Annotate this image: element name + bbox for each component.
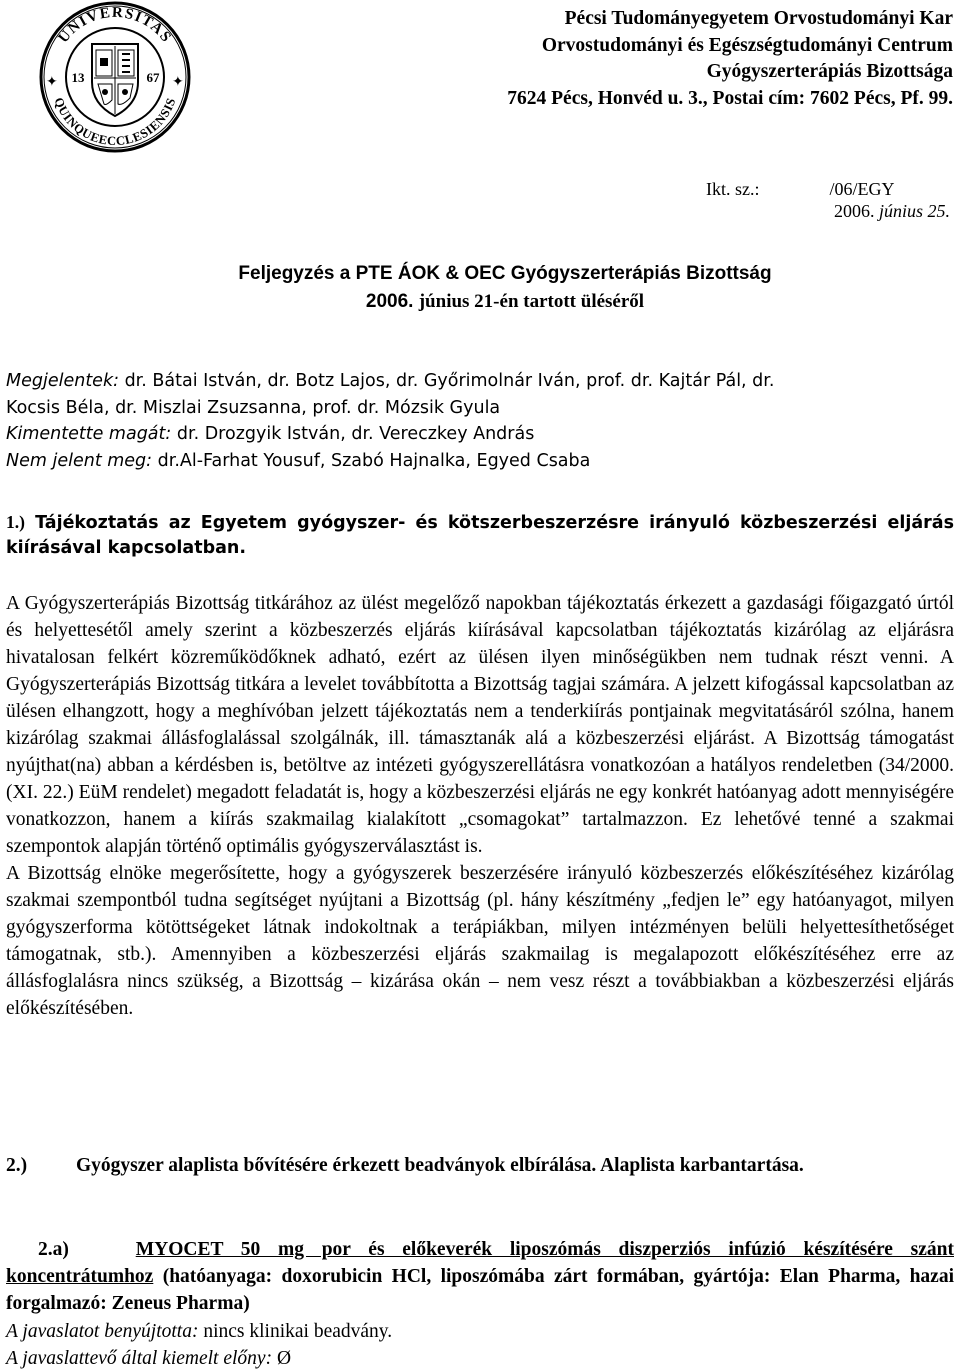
title-line-1: Feljegyzés a PTE ÁOK & OEC Gyógyszerterápiás Bizottság (238, 263, 772, 284)
excused-names: dr. Drozgyik István, dr. Vereczkey András (176, 424, 535, 444)
letterhead (507, 6, 953, 112)
date-rest: június 25. (878, 201, 950, 221)
section-1-body (6, 590, 954, 1022)
date-year: 2006. (833, 201, 875, 221)
section-1-number: 1.) (6, 512, 25, 532)
section-2-title: Gyógyszer alaplista bővítésére érkezett beadványok elbírálása. Alaplista karbantartása. (76, 1155, 804, 1176)
absent-label: Nem jelent meg: (6, 450, 153, 471)
seal-ring-bottom: QUINQUEECCLESIENSIS (51, 95, 179, 149)
reference-number (706, 178, 895, 200)
present-names: dr. Bátai István, dr. Botz Lajos, dr. Győrimolnár Iván, prof. dr. Kajtár Pál, dr. (124, 371, 775, 391)
section-2a-heading (6, 1236, 954, 1317)
section-1-title: Tájékoztatás az Egyetem gyógyszer- és kötszerbeszerzésre irányuló közbeszerzési eljárás kiírásával kapcsolatban. (6, 513, 955, 558)
section-2a-fields (6, 1318, 954, 1372)
document-title (0, 260, 960, 316)
university-seal-logo (38, 0, 192, 154)
header-address: 7624 Pécs, Honvéd u. 3., Postai cím: 7602 Pécs, Pf. 99. (507, 87, 953, 109)
section-1-heading (6, 510, 954, 561)
excused-label: Kimentette magát: (6, 424, 172, 444)
svg-text:✦: ✦ (172, 74, 184, 90)
document-date (834, 200, 950, 222)
seal-ring-top: UNIVERSITAS (55, 4, 175, 47)
reference-label: Ikt. sz.: (706, 179, 760, 199)
submitted-label: A javaslatot benyújtotta: (6, 1321, 199, 1342)
present-label: Megjelentek: (6, 371, 119, 391)
section-2a-product: MYOCET 50 mg por és előkeverék liposzómás diszperziós infúzió készítésére szánt koncentrátumhoz (6, 1239, 954, 1287)
reference-value: /06/EGY (829, 179, 895, 199)
section-2a-details: (hatóanyaga: doxorubicin HCl, liposzómába zárt formában, gyártója: Elan Pharma, hazai forgalmazó: Zeneus Pharma) (6, 1266, 955, 1314)
submitted-value: nincs klinikai beadvány. (203, 1321, 393, 1342)
advantage-value: Ø (276, 1348, 292, 1369)
header-line-1: Pécsi Tudományegyetem Orvostudományi Kar (564, 8, 953, 29)
absent-names: dr.Al-Farhat Yousuf, Szabó Hajnalka, Egyed Csaba (157, 450, 591, 471)
title-line-2: 2006. június 21-én tartott üléséről (365, 291, 645, 312)
present-names-cont: Kocsis Béla, dr. Miszlai Zsuzsanna, prof. dr. Mózsik Gyula (6, 397, 501, 418)
attendance-block (6, 368, 954, 474)
seal-year-right: 67 (146, 70, 160, 85)
header-line-2: Orvostudományi és Egészségtudományi Centrum (541, 34, 953, 56)
paragraph-1: A Gyógyszerterápiás Bizottság titkárához az ülést megelőző napokban tájékoztatás érkezett a gazdasági főigazgató úrtól és helyettesétől amely szerint a közbeszerzés eljárás kiírásával kapcsolatban tájékoztatás kizárólag az eljárásra hivatalosan felkért közreműködőknek adható, ezért az ülésen ilyen minőségükben nem tudnak részt venni. A Gyógyszerterápiás Bizottság titkára a levelet továbbította a Bizottság tagjai számára. A jelzett kifogással kapcsolatban az ülésen elhangzott, hogy a meghívóban jelzett tájékoztatás nem a tenderkiírás pontjainak megvitatásáról szólna, hanem kizárólag szakmai állásfoglalással szolgálnák, ill. támasztanák alá a közbeszerzési eljárást. A Bizottság támogatást nyújthat(na) abban a kérdésben is, betöltve az intézeti gyógyszerellátásra vonatkozóan a hatályos rendeletben (34/2000. (XI. 22.) EüM rendelet) megadott feladatát is, hogy a közbeszerzési eljárás ne egy konkrét hatóanyag adott mennyiségére vonatkozzon, hanem a kiírás szakmailag kialakított „csomagokat” tartalmazzon. Ez lehetővé tenné a szakmai szempontok alapján történő optimális gyógyszerválasztást is. (6, 593, 954, 857)
section-2-heading (6, 1152, 954, 1179)
paragraph-2: A Bizottság elnöke megerősítette, hogy a gyógyszerek beszerzésére irányuló közbeszerzés előkészítéséhez kizárólag szakmai szempontból tudna segítséget nyújtani a Bizottság (pl. hány készítmény „fedjen le” egy hatóanyagot, milyen gyógyszerforma kötöttségeket látnak indokoltnak a terápiákban, milyen intézményen belüli helyettesíthetőséget támogatnak, stb.). Amennyiben a közbeszerzési eljárás szakmailag is megalapozott előkészítéséhez erre az állásfoglalásra nincs szükség, a Bizottság – kizárása okán – nem vesz részt a továbbiakban a közbeszerzési eljárás előkészítésében. (6, 863, 954, 1019)
section-2a-number: 2.a) (38, 1239, 69, 1260)
advantage-label: A javaslattevő által kiemelt előny: (6, 1348, 273, 1369)
section-2-number: 2.) (6, 1155, 28, 1176)
seal-year-left: 13 (71, 70, 85, 85)
svg-text:✦: ✦ (46, 74, 58, 90)
header-line-3: Gyógyszerterápiás Bizottsága (706, 61, 953, 82)
